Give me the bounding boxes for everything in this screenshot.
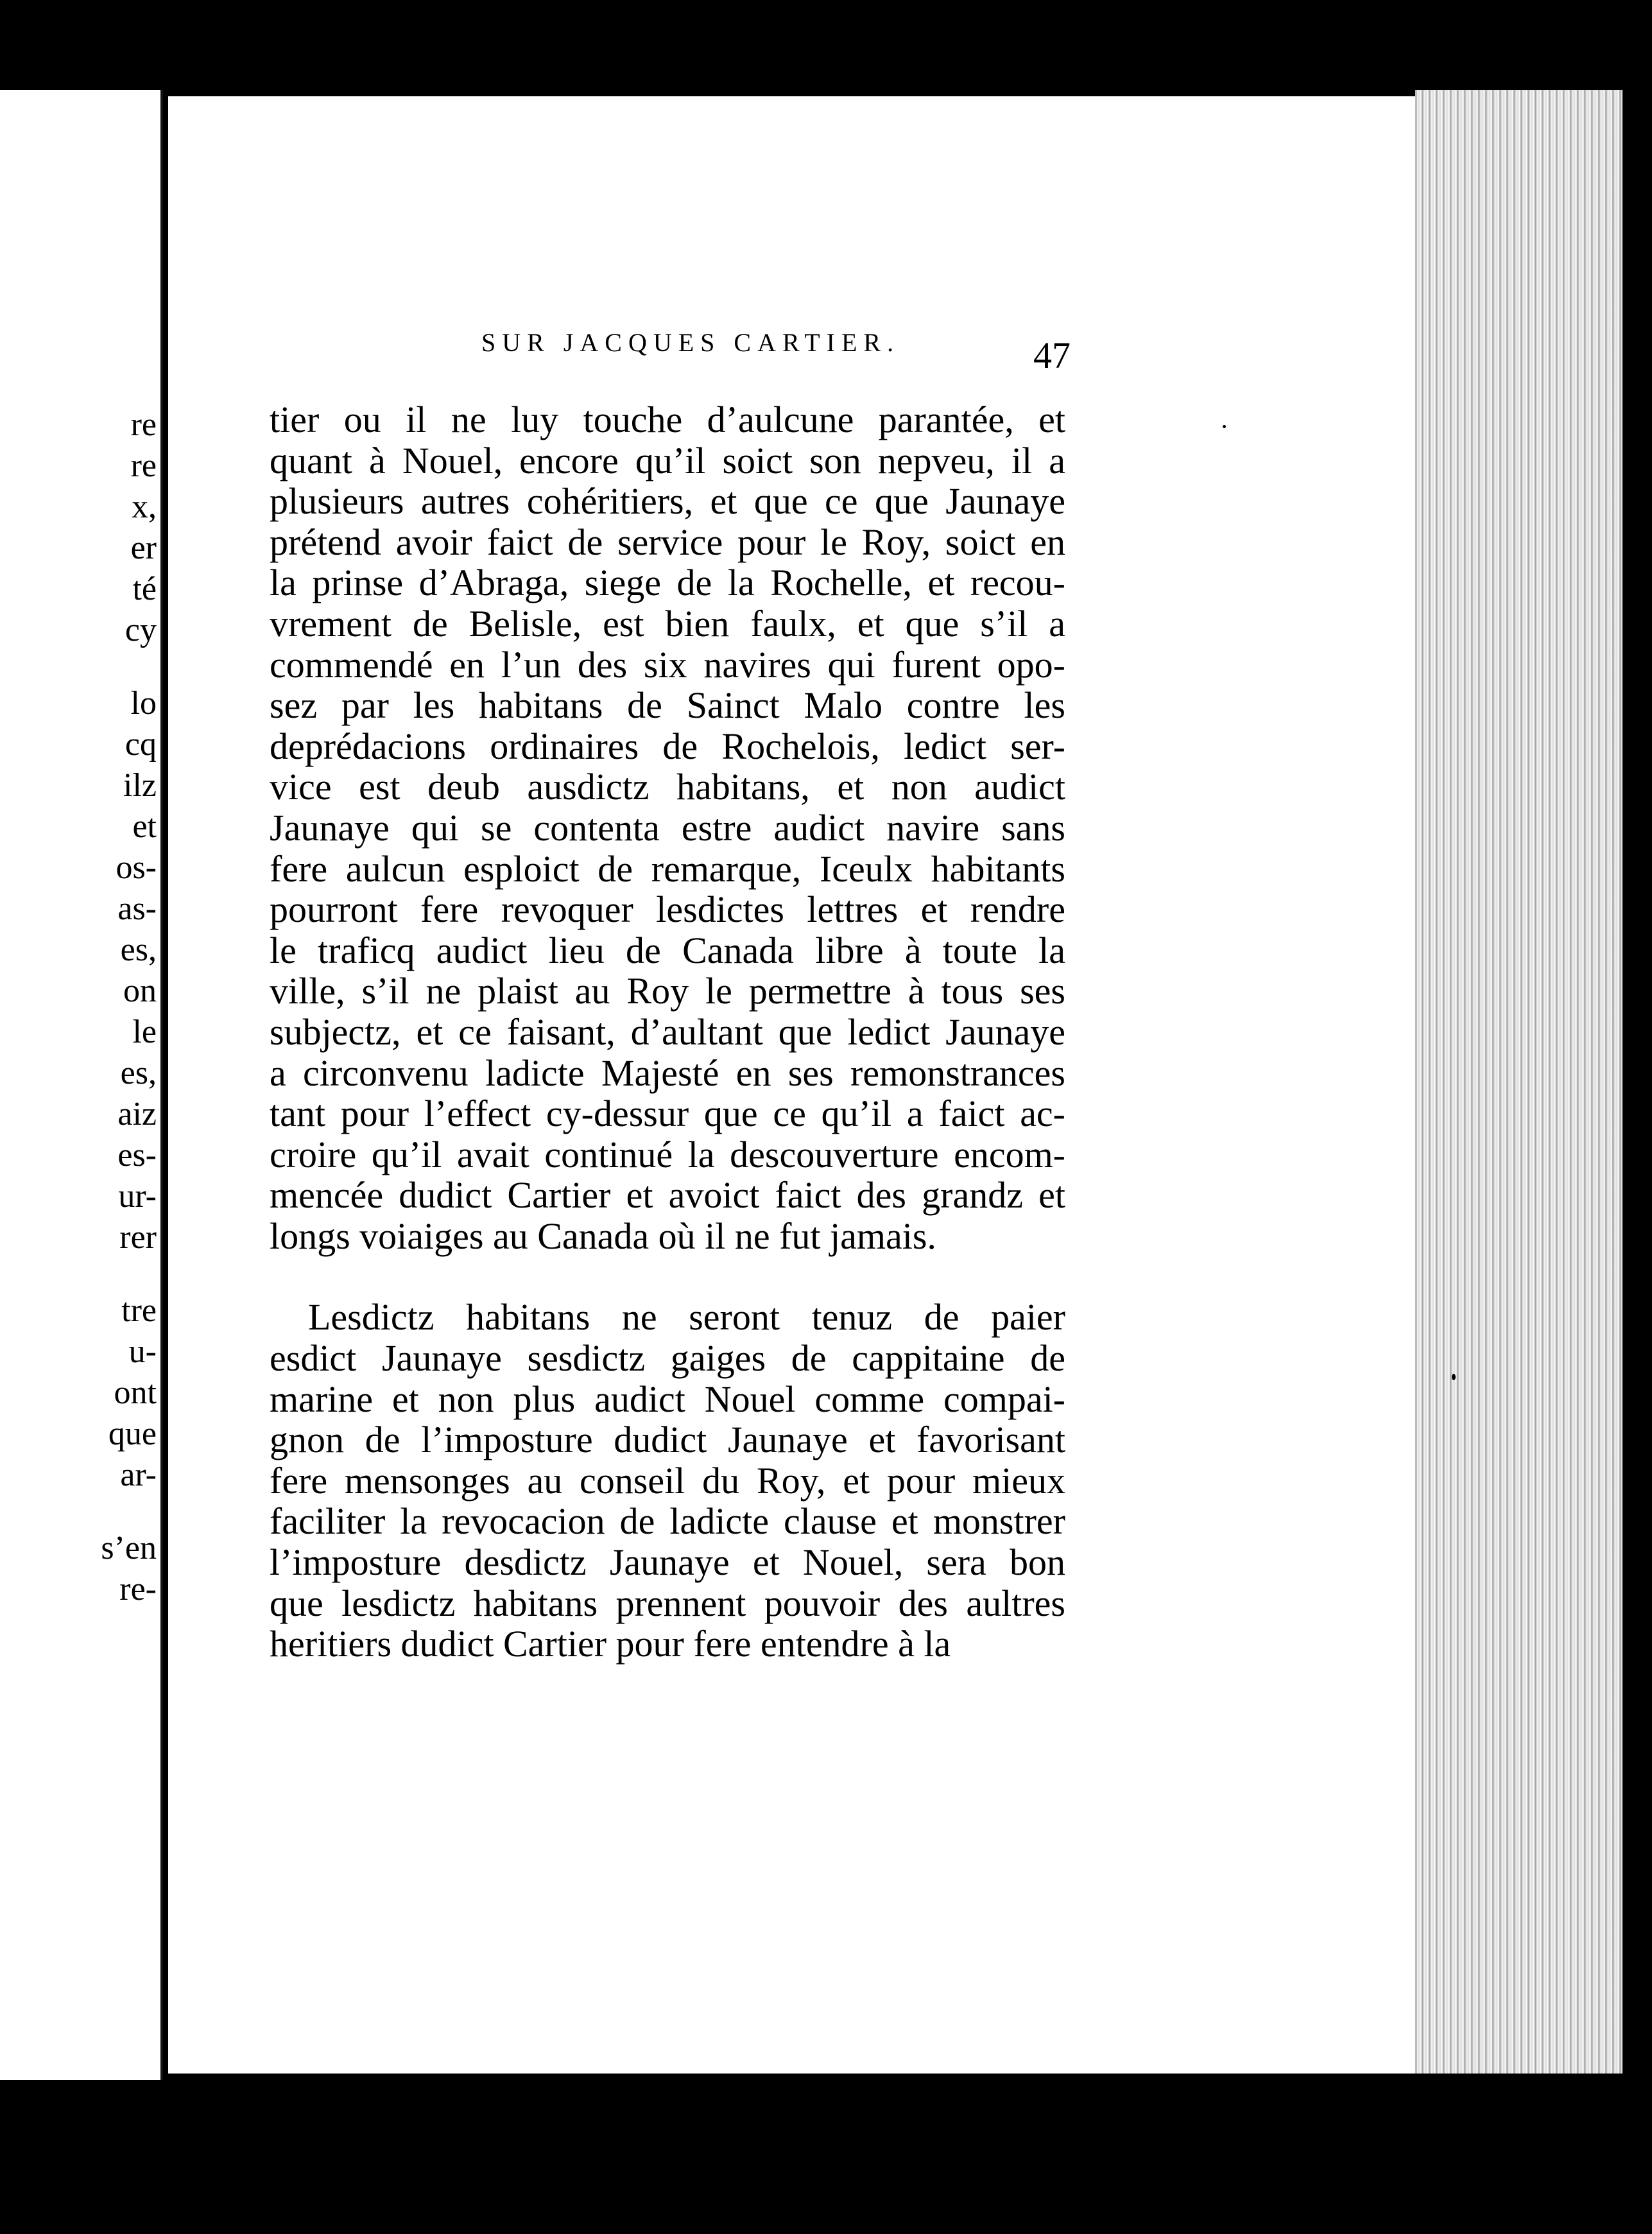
text-line: heritiers dudict Cartier pour fere entendre à la: [270, 1623, 951, 1665]
previous-page-line-end: re: [130, 447, 157, 484]
previous-page-line-end: es-: [117, 1137, 157, 1173]
text-line: plusieurs autres cohéritiers, et que ce que Jaunaye: [270, 480, 1065, 523]
previous-page-line-end: x,: [132, 489, 157, 525]
previous-page-line-end: aiz: [117, 1096, 157, 1132]
text-line: deprédacions ordinaires de Rochelois, ledict ser-: [270, 725, 1065, 767]
text-line: croire qu’il avait continué la descouverture encom-: [270, 1133, 1065, 1175]
previous-page-line-end: er: [130, 530, 157, 566]
previous-page-line-end: s’en: [101, 1530, 157, 1566]
text-line: subjectz, et ce faisant, d’aultant que ledict Jaunaye: [270, 1010, 1065, 1053]
previous-page-line-end: on: [123, 973, 157, 1009]
text-line: Jaunaye qui se contenta estre audict navire sans: [270, 806, 1065, 849]
text-line: le traficq audict lieu de Canada libre à toute la: [270, 929, 1065, 971]
previous-page-line-end: ur-: [118, 1178, 157, 1215]
text-line: quant à Nouel, encore qu’il soict son nepveu, il a: [270, 439, 1065, 481]
text-line: vrement de Belisle, est bien faulx, et que s’il a: [270, 602, 1065, 645]
text-line: marine et non plus audict Nouel comme compai-: [270, 1378, 1065, 1420]
previous-page-line-end: té: [132, 571, 157, 607]
page-number: 47: [1033, 334, 1071, 376]
previous-page-line-end: re: [130, 406, 157, 443]
text-line: a circonvenu ladicte Majesté en ses remonstrances: [270, 1052, 1065, 1094]
previous-page-line-end: et: [132, 808, 157, 845]
previous-page-line-end: le: [132, 1014, 157, 1050]
previous-page-line-end: ar-: [120, 1457, 157, 1493]
text-line: sez par les habitans de Sainct Malo contre les: [270, 684, 1065, 727]
text-line: ville, s’il ne plaist au Roy le permettre à tous ses: [270, 970, 1065, 1012]
text-line: fere aulcun esploict de remarque, Iceulx habitants: [270, 847, 1065, 890]
previous-page-fragment: [0, 90, 163, 2080]
previous-page-line-end: cy: [125, 612, 157, 648]
text-line: longs voiaiges au Canada où il ne fut jamais.: [270, 1215, 936, 1257]
body-text: [270, 399, 1065, 1665]
previous-page-line-end: ilz: [123, 767, 157, 804]
paragraph: [270, 399, 1065, 1256]
previous-page-line-end: os-: [116, 849, 157, 886]
previous-page-line-end: rer: [119, 1219, 157, 1256]
previous-page-line-end: es,: [120, 931, 157, 968]
text-line: esdict Jaunaye sesdictz gaiges de cappitaine de: [270, 1337, 1065, 1380]
text-line: fere mensonges au conseil du Roy, et pour mieux: [270, 1459, 1065, 1502]
running-head: SUR JACQUES CARTIER.: [481, 328, 900, 357]
scan-speck: [1452, 1374, 1456, 1380]
text-line: l’imposture desdictz Jaunaye et Nouel, sera bon: [270, 1541, 1065, 1584]
previous-page-line-end: tre: [121, 1292, 157, 1329]
scan-speck: [132, 76, 135, 80]
text-line: la prinse d’Abraga, siege de la Rochelle, et recou-: [270, 562, 1065, 604]
previous-page-line-end: ont: [114, 1374, 157, 1411]
text-line: que lesdictz habitans prennent pouvoir des aultres: [270, 1582, 1065, 1624]
text-line: gnon de l’imposture dudict Jaunaye et favorisant: [270, 1419, 1065, 1461]
page-edges: [1415, 90, 1622, 2074]
previous-page-line-end: lo: [130, 685, 157, 722]
paragraph-gap: [270, 1256, 1065, 1297]
previous-page-line-end: cq: [125, 726, 157, 763]
text-line: prétend avoir faict de service pour le Roy, soict en: [270, 521, 1065, 563]
text-line: faciliter la revocacion de ladicte clause et monstrer: [270, 1500, 1065, 1543]
text-line: tant pour l’effect cy-dessur que ce qu’il a faict ac-: [270, 1093, 1065, 1135]
previous-page-line-end: as-: [117, 890, 157, 927]
previous-page-line-end: u-: [128, 1333, 157, 1370]
text-line: commendé en l’un des six navires qui furent opo-: [270, 643, 1065, 686]
text-line: pourront fere revoquer lesdictes lettres et rendre: [270, 888, 1065, 931]
text-line: mencée dudict Cartier et avoict faict des grandz et: [270, 1174, 1065, 1217]
previous-page-line-end: que: [108, 1416, 157, 1452]
previous-page-line-end: re-: [119, 1571, 157, 1607]
text-line: Lesdictz habitans ne seront tenuz de paier: [308, 1296, 1065, 1338]
text-line: tier ou il ne luy touche d’aulcune parantée, et: [270, 399, 1065, 440]
paragraph: [270, 1297, 1065, 1664]
text-line: vice est deub ausdictz habitans, et non audict: [270, 766, 1065, 808]
previous-page-line-end: es,: [120, 1055, 157, 1091]
scan-speck: [1223, 425, 1226, 428]
